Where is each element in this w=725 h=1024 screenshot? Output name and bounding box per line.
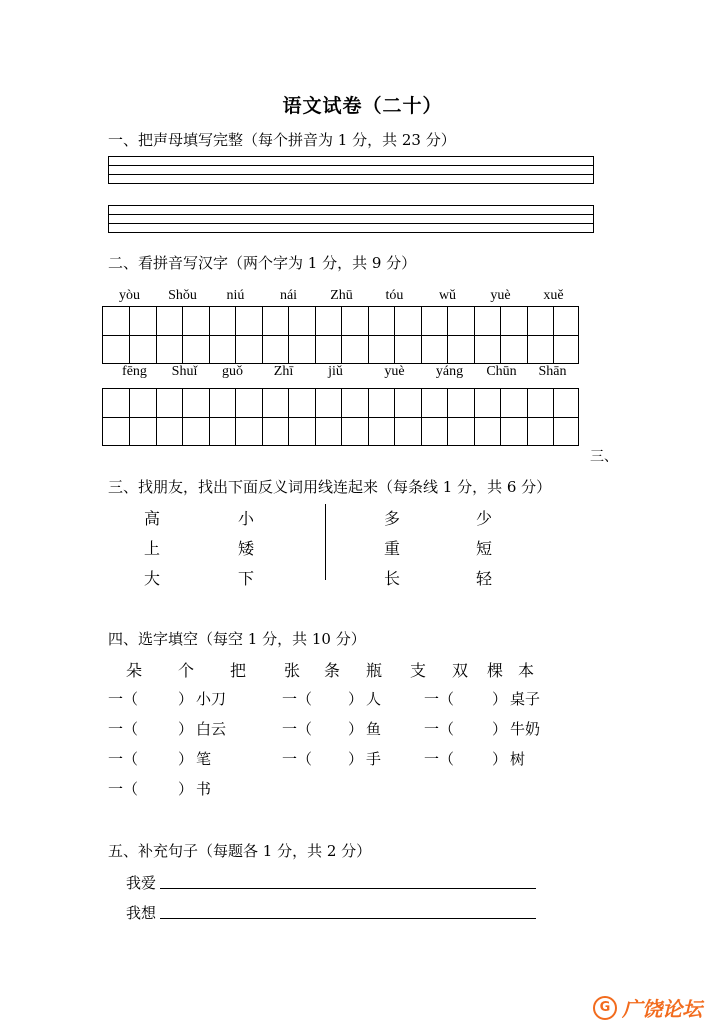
word-bank-item: 双 <box>452 661 469 680</box>
word: 多 <box>384 509 401 528</box>
section1-heading: 一、把声母填写完整（每个拼音为 1 分，共 23 分） <box>108 131 456 149</box>
fill-prefix: 一（ <box>282 690 313 708</box>
fill-close: ） <box>348 690 364 708</box>
fill-noun: 人 <box>366 690 382 708</box>
sentence-prompt: 我想 <box>126 904 157 922</box>
fill-prefix: 一（ <box>108 720 139 738</box>
word-bank-item: 棵 <box>487 661 504 680</box>
fill-noun: 桌子 <box>510 690 541 708</box>
word: 少 <box>476 509 493 528</box>
watermark-logo <box>593 993 702 1019</box>
fill-prefix: 一（ <box>424 720 455 738</box>
fill-noun: 笔 <box>196 750 212 768</box>
section2-heading: 二、看拼音写汉字（两个字为 1 分，共 9 分） <box>108 254 417 272</box>
pinyin-label: Zhī <box>273 364 294 379</box>
fill-prefix: 一（ <box>108 780 139 798</box>
pinyin-label: Zhū <box>330 288 353 303</box>
pinyin-label: jiǔ <box>328 364 343 379</box>
word: 重 <box>384 539 401 558</box>
sentence-prompt: 我爱 <box>126 874 157 892</box>
fill-prefix: 一（ <box>282 750 313 768</box>
watermark-text: 广饶论坛 <box>622 997 703 1021</box>
divider-line <box>325 504 326 580</box>
fill-prefix: 一（ <box>424 750 455 768</box>
stray-section-number: 三、 <box>590 449 618 465</box>
word-bank-item: 张 <box>284 661 301 680</box>
pinyin-label: Shān <box>538 364 567 379</box>
page-title: 语文试卷（二十） <box>282 95 443 117</box>
pinyin-label: Shǒu <box>168 288 197 303</box>
fill-noun: 鱼 <box>366 720 382 738</box>
answer-line[interactable] <box>160 918 536 919</box>
word: 小 <box>238 509 255 528</box>
pinyin-label: yuè <box>490 288 511 303</box>
fill-prefix: 一（ <box>108 750 139 768</box>
writing-lines-2 <box>108 205 594 233</box>
word: 长 <box>384 569 401 588</box>
word: 下 <box>238 569 255 588</box>
word-bank-item: 把 <box>230 661 247 680</box>
fill-close: ） <box>492 720 508 738</box>
fill-close: ） <box>178 780 194 798</box>
pinyin-label: Chūn <box>486 364 517 379</box>
answer-line[interactable] <box>160 888 536 889</box>
word: 上 <box>144 539 161 558</box>
word: 高 <box>144 509 161 528</box>
fill-close: ） <box>178 690 194 708</box>
fill-prefix: 一（ <box>282 720 313 738</box>
section5-heading: 五、补充句子（每题各 1 分，共 2 分） <box>108 842 372 860</box>
word-bank-item: 瓶 <box>366 661 383 680</box>
pinyin-label: xuě <box>543 288 564 303</box>
pinyin-label: nái <box>279 288 298 303</box>
pinyin-label: tóu <box>385 288 404 303</box>
word-bank-item: 个 <box>178 661 195 680</box>
fill-close: ） <box>492 750 508 768</box>
word: 大 <box>144 569 161 588</box>
tianzige-grid-2 <box>102 388 579 446</box>
pinyin-label: yáng <box>435 364 464 379</box>
section4-heading: 四、选字填空（每空 1 分，共 10 分） <box>108 630 366 648</box>
fill-noun: 树 <box>510 750 526 768</box>
word: 轻 <box>476 569 493 588</box>
pinyin-label: wǔ <box>438 288 457 303</box>
fill-close: ） <box>178 720 194 738</box>
fill-close: ） <box>492 690 508 708</box>
word: 矮 <box>238 539 255 558</box>
fill-noun: 手 <box>366 750 382 768</box>
fill-noun: 小刀 <box>196 690 227 708</box>
writing-lines-1 <box>108 156 594 184</box>
fill-noun: 白云 <box>196 720 227 738</box>
tianzige-grid-1 <box>102 306 579 364</box>
word-bank-item: 本 <box>518 661 535 680</box>
fill-close: ） <box>348 720 364 738</box>
pinyin-label: Shuǐ <box>171 364 198 379</box>
word-bank-item: 条 <box>324 661 341 680</box>
pinyin-label: guǒ <box>222 364 243 379</box>
pinyin-label: yuè <box>384 364 405 379</box>
word-bank-item: 支 <box>410 661 427 680</box>
section3-heading: 三、找朋友，找出下面反义词用线连起来（每条线 1 分，共 6 分） <box>108 478 552 496</box>
fill-noun: 牛奶 <box>510 720 541 738</box>
logo-mark-icon: G <box>593 996 617 1020</box>
word: 短 <box>476 539 493 558</box>
fill-prefix: 一（ <box>424 690 455 708</box>
fill-prefix: 一（ <box>108 690 139 708</box>
pinyin-label: yòu <box>119 288 140 303</box>
fill-close: ） <box>178 750 194 768</box>
fill-noun: 书 <box>196 780 212 798</box>
fill-close: ） <box>348 750 364 768</box>
pinyin-label: fēng <box>122 364 147 379</box>
word-bank-item: 朵 <box>126 661 143 680</box>
pinyin-label: niú <box>226 288 245 303</box>
